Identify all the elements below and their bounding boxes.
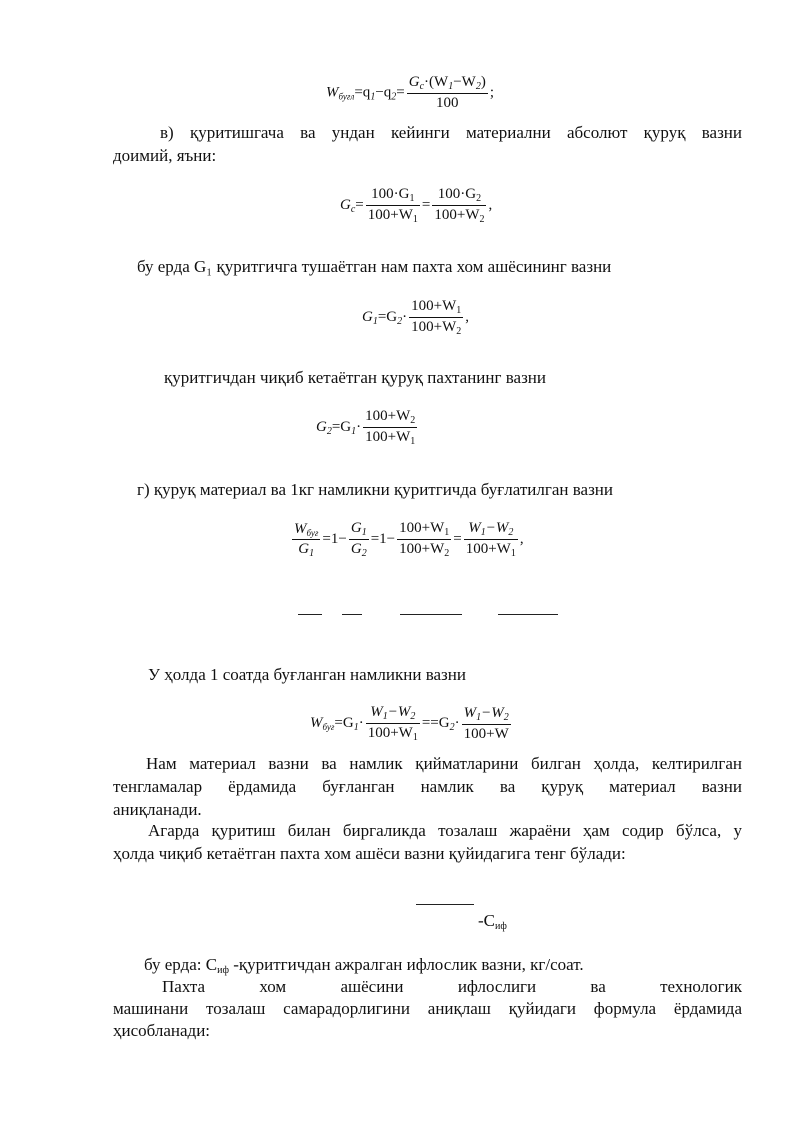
empty-fraction-bar: [298, 614, 322, 615]
equation-g2: $G_2=G_1\cdot$ $\frac{100+W_2}{100+W_1}$: [316, 408, 416, 447]
paragraph-agar-line2: ҳолда чиқиб кетаётган пахта хом ашёси вазни қуйидагига тенг бўлади:: [113, 844, 626, 863]
paragraph-nam-line1: Нам материал вазни ва намлик қийматларини билган ҳолда, келтирилган: [146, 754, 742, 773]
fraction: $\frac{G_1}{G_2}$: [350, 520, 367, 559]
fraction: $\frac{G_с\cdot(W_1-W_2)}{100}$: [408, 74, 486, 111]
word: ашёсини: [340, 977, 404, 996]
paragraph-where-cif: бу ерда: $С_{иф}$ -қуритгичдан ажралган ифлослик вазни, кг/соат.: [144, 955, 584, 976]
paragraph-agar-line1: Агарда қуритиш билан биргаликда тозалаш жараёни ҳам содир бўлса, у: [148, 821, 742, 840]
equation-g1: $G_1=G_2\cdot$ $\frac{100+W_1}{100+W_2}$ ,: [362, 298, 470, 337]
fraction: $\frac{W_1-W_2}{100+W_1}$: [465, 520, 516, 559]
word: хом: [259, 977, 287, 996]
paragraph-v-line1: в) қуритишгача ва ундан кейинги материални абсолют қуруқ вазни: [160, 123, 742, 142]
fraction: $\frac{100\cdot G_2}{100+W_2}$: [434, 186, 485, 225]
paragraph-last-line1: [162, 976, 742, 998]
paragraph-hour: У ҳолда 1 соатда буғланган намликни вазни: [148, 665, 466, 684]
equation-evaporated-moisture: $W_{буғл}=q_1-q_2=$ $\frac{G_с\cdot(W_1-W_2)}{100}$ ;: [326, 74, 494, 111]
fraction: $\frac{100+W_1}{100+W_2}$: [411, 298, 462, 337]
fraction: $\frac{W_1-W_2}{100+W_1}$: [367, 704, 418, 743]
word: ифлослиги: [457, 977, 537, 996]
empty-fraction-bar: [342, 614, 362, 615]
word: Пахта: [162, 977, 206, 996]
equation-moisture-ratio: $\frac{W_{буғ}}{G_1}$ =1− $\frac{G_1}{G_2}$ =1− $\frac{100+W_1}{100+W_2}$ = $\frac{W_1-W_2}{100+W_1}$ ,: [294, 520, 524, 559]
paragraph-last-line3: ҳисобланади:: [113, 1021, 211, 1040]
fraction: $\frac{W_1-W_2}{100+W}$: [463, 704, 509, 742]
equation-hourly-evaporation: $W_{буғ}=G_1\cdot$ $\frac{W_1-W_2}{100+W_1}$ $==G_2\cdot$ $\frac{W_1-W_2}{100+W}$: [310, 704, 509, 743]
empty-fraction-bar: [498, 614, 558, 615]
paragraph-g: г) қуруқ материал ва 1кг намликни қуритгичда буғлатилган вазни: [137, 480, 613, 499]
paragraph-nam-line2: тенгламалар ёрдамида буғланган намлик ва қуруқ материал вазни: [113, 777, 742, 796]
paragraph-v-line2: доимий, яъни:: [113, 146, 217, 165]
empty-fraction-bar: [400, 614, 462, 615]
empty-fraction-bar: [416, 904, 474, 905]
word: ва: [590, 977, 606, 996]
equation-absolute-dry-weight: $G_с=$ $\frac{100\cdot G_1}{100+W_1}$ = $\frac{100\cdot G_2}{100+W_2}$ ,: [340, 186, 493, 225]
word: технологик: [660, 977, 742, 996]
paragraph-last-line2: машинани тозалаш самарадорлигини аниқлаш қуйидаги формула ёрдамида: [113, 999, 742, 1018]
fraction: $\frac{W_{буғ}}{G_1}$: [294, 520, 319, 559]
paragraph-g1: бу ерда G₁ қуритгичга тушаётган нам пахта хом ашёсининг вазни: [137, 257, 612, 276]
fraction: $\frac{100+W_2}{100+W_1}$: [365, 408, 416, 447]
fraction: $\frac{100+W_1}{100+W_2}$: [399, 520, 450, 559]
paragraph-nam-line3: аниқланади.: [113, 800, 202, 819]
fraction: $\frac{100\cdot G_1}{100+W_1}$: [367, 186, 418, 225]
paragraph-g2: қуритгичдан чиқиб кетаётган қуруқ пахтанинг вазни: [164, 368, 546, 387]
formula-minus-cif: $-С_{иф}$: [478, 911, 507, 932]
